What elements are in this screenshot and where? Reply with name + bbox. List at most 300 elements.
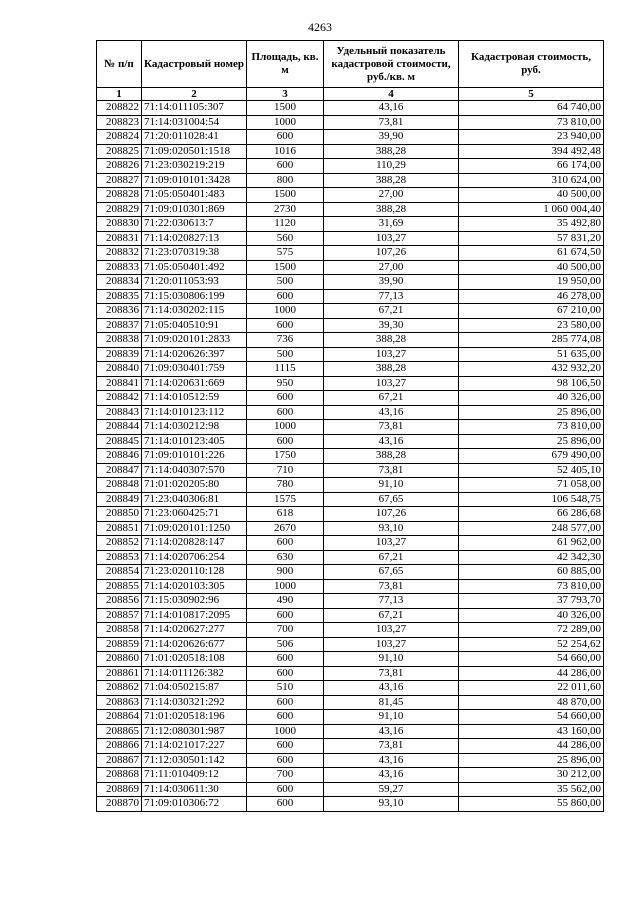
unit-value-cell: 107,26 [324,246,459,261]
area-cell: 600 [247,130,324,145]
cadastral-value-cell: 40 326,00 [459,608,604,623]
unit-value-cell: 91,10 [324,710,459,725]
cadastral-value-cell: 42 342,30 [459,550,604,565]
table-row [97,739,604,754]
area-cell: 600 [247,797,324,812]
unit-value-cell: 73,81 [324,420,459,435]
table-row [97,362,604,377]
cadastral-number-cell: 71:14:021017:227 [142,739,247,754]
row-number-cell: 208837 [97,318,142,333]
unit-value-cell: 388,28 [324,333,459,348]
cadastral-value-cell: 44 286,00 [459,739,604,754]
area-cell: 600 [247,608,324,623]
unit-value-cell: 91,10 [324,652,459,667]
row-number-cell: 208838 [97,333,142,348]
cadastral-number-cell: 71:14:011126:382 [142,666,247,681]
row-number-cell: 208841 [97,376,142,391]
unit-value-cell: 43,16 [324,768,459,783]
area-cell: 700 [247,623,324,638]
cadastral-value-cell: 66 174,00 [459,159,604,174]
unit-value-cell: 67,21 [324,550,459,565]
row-number-cell: 208823 [97,115,142,130]
unit-value-cell: 43,16 [324,101,459,116]
cadastral-number-cell: 71:14:020626:677 [142,637,247,652]
cadastral-value-cell: 310 624,00 [459,173,604,188]
cadastral-number-cell: 71:14:020828:147 [142,536,247,551]
unit-value-cell: 388,28 [324,449,459,464]
table-row [97,565,604,580]
table-row [97,652,604,667]
unit-value-cell: 39,30 [324,318,459,333]
cadastral-value-cell: 71 058,00 [459,478,604,493]
area-cell: 1000 [247,724,324,739]
table-row [97,376,604,391]
unit-value-cell: 77,13 [324,594,459,609]
area-cell: 900 [247,565,324,580]
cadastral-value-cell: 40 500,00 [459,188,604,203]
cadastral-number-cell: 71:20:011028:41 [142,130,247,145]
area-cell: 600 [247,710,324,725]
cadastral-value-cell: 285 774,08 [459,333,604,348]
area-cell: 618 [247,507,324,522]
table-row [97,579,604,594]
table-row [97,768,604,783]
unit-value-cell: 39,90 [324,130,459,145]
cadastral-value-cell: 52 254,62 [459,637,604,652]
area-cell: 2730 [247,202,324,217]
row-number-cell: 208842 [97,391,142,406]
cadastral-number-cell: 71:23:040306:81 [142,492,247,507]
area-cell: 600 [247,391,324,406]
unit-value-cell: 43,16 [324,753,459,768]
cadastral-value-cell: 22 011,60 [459,681,604,696]
table-row [97,289,604,304]
cadastral-number-cell: 71:11:010409:12 [142,768,247,783]
table-row [97,492,604,507]
table-row [97,246,604,261]
cadastral-number-cell: 71:14:040307:570 [142,463,247,478]
row-number-cell: 208836 [97,304,142,319]
cadastral-value-cell: 40 326,00 [459,391,604,406]
cadastral-value-cell: 35 562,00 [459,782,604,797]
row-number-cell: 208848 [97,478,142,493]
cadastral-number-cell: 71:14:010123:112 [142,405,247,420]
row-number-cell: 208847 [97,463,142,478]
table-row [97,753,604,768]
table-row [97,724,604,739]
table-row [97,507,604,522]
table-row [97,275,604,290]
table-row [97,217,604,232]
table-row [97,608,604,623]
cadastral-value-cell: 51 635,00 [459,347,604,362]
area-cell: 710 [247,463,324,478]
cadastral-value-cell: 46 278,00 [459,289,604,304]
table-row [97,260,604,275]
cadastral-value-cell: 19 950,00 [459,275,604,290]
table-row [97,115,604,130]
cadastral-number-cell: 71:12:030501:142 [142,753,247,768]
area-cell: 490 [247,594,324,609]
area-cell: 500 [247,347,324,362]
area-cell: 600 [247,405,324,420]
area-cell: 600 [247,695,324,710]
row-number-cell: 208849 [97,492,142,507]
unit-value-cell: 107,26 [324,507,459,522]
unit-value-cell: 91,10 [324,478,459,493]
cadastral-value-cell: 679 490,00 [459,449,604,464]
area-cell: 1500 [247,101,324,116]
row-number-cell: 208843 [97,405,142,420]
table-row [97,594,604,609]
cadastral-number-cell: 71:15:030806:199 [142,289,247,304]
cadastral-number-cell: 71:14:020706:254 [142,550,247,565]
row-number-cell: 208844 [97,420,142,435]
cadastral-value-cell: 40 500,00 [459,260,604,275]
cadastral-number-cell: 71:14:010817:2095 [142,608,247,623]
area-cell: 1575 [247,492,324,507]
cadastral-number-cell: 71:23:020110:128 [142,565,247,580]
table-row [97,797,604,812]
unit-value-cell: 67,65 [324,492,459,507]
table-row [97,623,604,638]
unit-value-cell: 81,45 [324,695,459,710]
table-row [97,318,604,333]
row-number-cell: 208824 [97,130,142,145]
column-number: 2 [142,88,247,101]
unit-value-cell: 43,16 [324,434,459,449]
row-number-cell: 208839 [97,347,142,362]
area-cell: 736 [247,333,324,348]
table-row [97,202,604,217]
cadastral-value-cell: 48 870,00 [459,695,604,710]
table-row [97,478,604,493]
table-row [97,101,604,116]
cadastral-value-cell: 432 932,20 [459,362,604,377]
cadastral-value-cell: 44 286,00 [459,666,604,681]
area-cell: 506 [247,637,324,652]
row-number-cell: 208828 [97,188,142,203]
unit-value-cell: 103,27 [324,637,459,652]
area-cell: 600 [247,318,324,333]
area-cell: 575 [247,246,324,261]
area-cell: 600 [247,536,324,551]
row-number-cell: 208857 [97,608,142,623]
unit-value-cell: 77,13 [324,289,459,304]
cadastral-number-cell: 71:12:080301:987 [142,724,247,739]
table-row [97,347,604,362]
cadastral-value-cell: 67 210,00 [459,304,604,319]
cadastral-number-cell: 71:09:020101:1250 [142,521,247,536]
cadastral-value-cell: 37 793,70 [459,594,604,609]
area-cell: 630 [247,550,324,565]
cadastral-number-cell: 71:14:020827:13 [142,231,247,246]
area-cell: 600 [247,739,324,754]
unit-value-cell: 27,00 [324,188,459,203]
unit-value-cell: 93,10 [324,797,459,812]
area-cell: 600 [247,434,324,449]
cadastral-value-cell: 98 106,50 [459,376,604,391]
cadastral-value-cell: 73 810,00 [459,115,604,130]
cadastral-value-cell: 52 405,10 [459,463,604,478]
table-row [97,159,604,174]
cadastral-number-cell: 71:01:020518:108 [142,652,247,667]
row-number-cell: 208863 [97,695,142,710]
area-cell: 1500 [247,260,324,275]
header-row [97,41,604,88]
area-cell: 1120 [247,217,324,232]
unit-value-cell: 31,69 [324,217,459,232]
row-number-cell: 208829 [97,202,142,217]
row-number-cell: 208866 [97,739,142,754]
cadastral-value-cell: 106 548,75 [459,492,604,507]
area-cell: 560 [247,231,324,246]
unit-value-cell: 59,27 [324,782,459,797]
row-number-cell: 208853 [97,550,142,565]
row-number-cell: 208831 [97,231,142,246]
row-number-cell: 208850 [97,507,142,522]
cadastral-number-cell: 71:04:050215:87 [142,681,247,696]
table-row [97,391,604,406]
cadastral-number-cell: 71:01:020205:80 [142,478,247,493]
cadastral-value-cell: 23 940,00 [459,130,604,145]
table-row [97,304,604,319]
cadastral-number-cell: 71:14:020631:669 [142,376,247,391]
cadastral-number-cell: 71:09:030401:759 [142,362,247,377]
unit-value-cell: 73,81 [324,666,459,681]
cadastral-value-cell: 72 289,00 [459,623,604,638]
unit-value-cell: 73,81 [324,463,459,478]
row-number-cell: 208864 [97,710,142,725]
column-number: 1 [97,88,142,101]
row-number-cell: 208845 [97,434,142,449]
row-number-cell: 208865 [97,724,142,739]
cadastral-value-cell: 25 896,00 [459,405,604,420]
cadastral-number-cell: 71:09:020101:2833 [142,333,247,348]
cadastral-number-cell: 71:14:030202:115 [142,304,247,319]
row-number-cell: 208825 [97,144,142,159]
unit-value-cell: 73,81 [324,115,459,130]
row-number-cell: 208852 [97,536,142,551]
unit-value-cell: 103,27 [324,231,459,246]
table-row [97,188,604,203]
cadastral-number-cell: 71:09:010301:869 [142,202,247,217]
table-row [97,405,604,420]
cadastral-number-cell: 71:09:010306:72 [142,797,247,812]
area-cell: 500 [247,275,324,290]
area-cell: 780 [247,478,324,493]
unit-value-cell: 43,16 [324,681,459,696]
area-cell: 700 [247,768,324,783]
table-row [97,536,604,551]
cadastral-value-cell: 73 810,00 [459,420,604,435]
table-row [97,449,604,464]
row-number-cell: 208846 [97,449,142,464]
unit-value-cell: 67,21 [324,304,459,319]
unit-value-cell: 388,28 [324,202,459,217]
row-number-cell: 208854 [97,565,142,580]
area-cell: 1000 [247,304,324,319]
area-cell: 950 [247,376,324,391]
unit-value-cell: 67,21 [324,608,459,623]
column-number: 3 [247,88,324,101]
cadastral-number-cell: 71:09:020501:1518 [142,144,247,159]
table-row [97,666,604,681]
unit-value-cell: 73,81 [324,579,459,594]
table-row [97,434,604,449]
cadastral-value-table [96,40,604,812]
unit-value-cell: 103,27 [324,536,459,551]
cadastral-value-cell: 23 580,00 [459,318,604,333]
column-number: 4 [324,88,459,101]
cadastral-value-cell: 57 831,20 [459,231,604,246]
cadastral-number-cell: 71:20:011053:93 [142,275,247,290]
cadastral-value-cell: 25 896,00 [459,434,604,449]
unit-value-cell: 43,16 [324,405,459,420]
area-cell: 1750 [247,449,324,464]
area-cell: 600 [247,159,324,174]
row-number-cell: 208830 [97,217,142,232]
table-row [97,550,604,565]
cadastral-number-cell: 71:14:011105:307 [142,101,247,116]
area-cell: 600 [247,782,324,797]
cadastral-number-cell: 71:14:010512:59 [142,391,247,406]
table-row [97,695,604,710]
cadastral-number-cell: 71:22:030613:7 [142,217,247,232]
table-row [97,130,604,145]
cadastral-value-cell: 1 060 004,40 [459,202,604,217]
row-number-cell: 208868 [97,768,142,783]
area-cell: 600 [247,652,324,667]
cadastral-value-cell: 25 896,00 [459,753,604,768]
unit-value-cell: 110,29 [324,159,459,174]
cadastral-value-cell: 54 660,00 [459,710,604,725]
area-cell: 1000 [247,579,324,594]
cadastral-number-cell: 71:05:050401:492 [142,260,247,275]
cadastral-value-cell: 394 492,48 [459,144,604,159]
cadastral-number-cell: 71:15:030902:96 [142,594,247,609]
row-number-cell: 208862 [97,681,142,696]
cadastral-number-cell: 71:09:010101:3428 [142,173,247,188]
area-cell: 1016 [247,144,324,159]
table-row [97,637,604,652]
unit-value-cell: 67,21 [324,391,459,406]
row-number-cell: 208870 [97,797,142,812]
cadastral-value-cell: 61 962,00 [459,536,604,551]
cadastral-value-cell: 64 740,00 [459,101,604,116]
table-row [97,463,604,478]
table-row [97,231,604,246]
unit-value-cell: 388,28 [324,144,459,159]
row-number-cell: 208840 [97,362,142,377]
cadastral-number-cell: 71:14:031004:54 [142,115,247,130]
area-cell: 510 [247,681,324,696]
header-unit-value: Удельный показатель кадастровой стоимости, руб./кв. м [324,41,459,88]
area-cell: 1115 [247,362,324,377]
row-number-cell: 208860 [97,652,142,667]
cadastral-number-cell: 71:14:030611:30 [142,782,247,797]
cadastral-number-cell: 71:14:020103:305 [142,579,247,594]
table-row [97,782,604,797]
cadastral-number-cell: 71:23:030219:219 [142,159,247,174]
area-cell: 2670 [247,521,324,536]
row-number-cell: 208851 [97,521,142,536]
row-number-cell: 208869 [97,782,142,797]
header-row-number: № п/п [97,41,142,88]
cadastral-number-cell: 71:14:020626:397 [142,347,247,362]
cadastral-value-cell: 43 160,00 [459,724,604,739]
unit-value-cell: 39,90 [324,275,459,290]
header-area: Площадь, кв. м [247,41,324,88]
row-number-cell: 208827 [97,173,142,188]
area-cell: 1000 [247,420,324,435]
column-number-row [97,88,604,101]
column-number: 5 [459,88,604,101]
row-number-cell: 208822 [97,101,142,116]
cadastral-number-cell: 71:05:040510:91 [142,318,247,333]
page-number: 4263 [308,20,332,34]
cadastral-number-cell: 71:09:010101:226 [142,449,247,464]
header-cadastral-value: Кадастровая стоимость, руб. [459,41,604,88]
table-row [97,333,604,348]
cadastral-value-cell: 55 860,00 [459,797,604,812]
cadastral-value-cell: 35 492,80 [459,217,604,232]
cadastral-number-cell: 71:14:030212:98 [142,420,247,435]
cadastral-number-cell: 71:01:020518:196 [142,710,247,725]
table-row [97,144,604,159]
area-cell: 1500 [247,188,324,203]
cadastral-value-cell: 73 810,00 [459,579,604,594]
row-number-cell: 208834 [97,275,142,290]
row-number-cell: 208867 [97,753,142,768]
area-cell: 600 [247,666,324,681]
row-number-cell: 208832 [97,246,142,261]
row-number-cell: 208833 [97,260,142,275]
unit-value-cell: 27,00 [324,260,459,275]
table-row [97,173,604,188]
unit-value-cell: 67,65 [324,565,459,580]
cadastral-value-cell: 60 885,00 [459,565,604,580]
cadastral-value-cell: 54 660,00 [459,652,604,667]
unit-value-cell: 388,28 [324,173,459,188]
area-cell: 600 [247,289,324,304]
row-number-cell: 208856 [97,594,142,609]
row-number-cell: 208835 [97,289,142,304]
row-number-cell: 208861 [97,666,142,681]
row-number-cell: 208855 [97,579,142,594]
table-body [97,101,604,812]
cadastral-value-cell: 66 286,68 [459,507,604,522]
cadastral-number-cell: 71:14:030321:292 [142,695,247,710]
unit-value-cell: 103,27 [324,347,459,362]
cadastral-number-cell: 71:23:070319:38 [142,246,247,261]
cadastral-value-cell: 248 577,00 [459,521,604,536]
row-number-cell: 208826 [97,159,142,174]
area-cell: 800 [247,173,324,188]
table-row [97,681,604,696]
cadastral-number-cell: 71:14:020627:277 [142,623,247,638]
cadastral-number-cell: 71:05:050401:483 [142,188,247,203]
row-number-cell: 208859 [97,637,142,652]
table-row [97,521,604,536]
area-cell: 600 [247,753,324,768]
header-cadastral-number: Кадастровый номер [142,41,247,88]
cadastral-number-cell: 71:23:060425:71 [142,507,247,522]
area-cell: 1000 [247,115,324,130]
row-number-cell: 208858 [97,623,142,638]
table-row [97,710,604,725]
cadastral-value-cell: 61 674,50 [459,246,604,261]
